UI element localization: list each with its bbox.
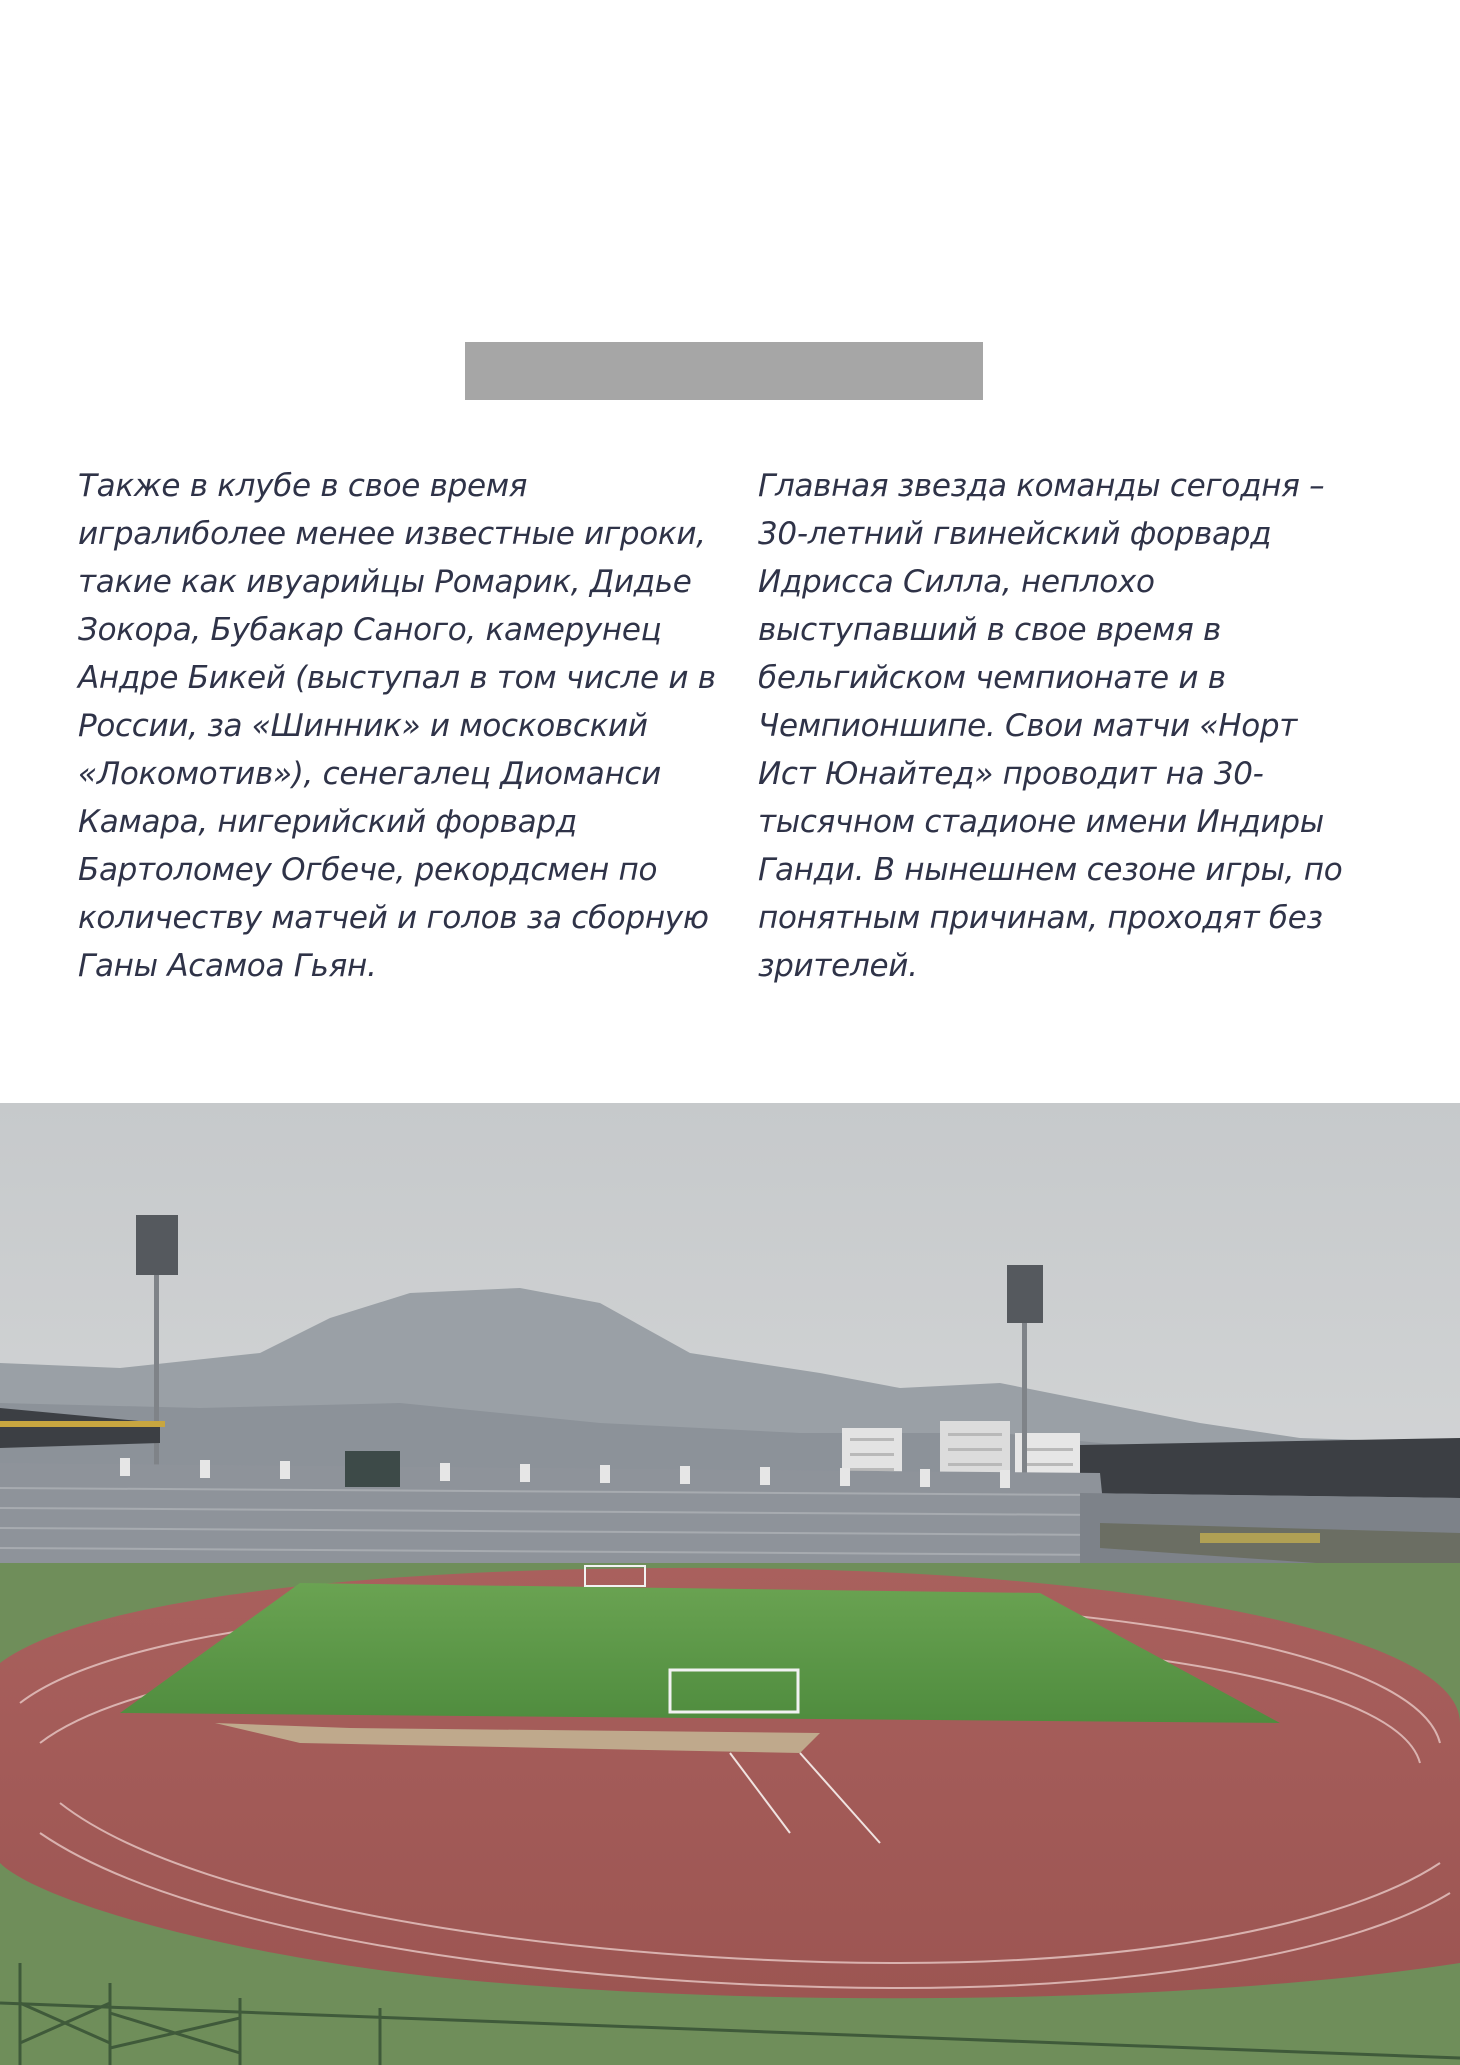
title-placeholder-bar [465, 342, 983, 400]
stadium-photo [0, 1103, 1460, 2065]
left-text-column: Также в клубе в свое время игралиболее менее известные игроки, такие как ивуарийцы Ромарик, Дидье Зокора, Бубакар Саного, камерунец Андре Бикей (выступал в том числе и в России, за «Шинник» и московский «Локомотив»), сенегалец Диоманси Камара, нигерийский форвард Бартоломеу Огбече, рекордсмен по количеству матчей и голов за сборную Ганы Асамоа Гьян. [78, 468, 716, 984]
right-text-column: Главная звезда команды сегодня – 30-летний гвинейский форвард Идрисса Силла, неплохо выступавший в свое время в бельгийском чемпионате и в Чемпионшипе. Свои матчи «Норт Ист Юнайтед» проводит на 30-тысячном стадионе имени Индиры Ганди. В нынешнем сезоне игры, по понятным причинам, проходят без зрителей. [758, 468, 1343, 984]
